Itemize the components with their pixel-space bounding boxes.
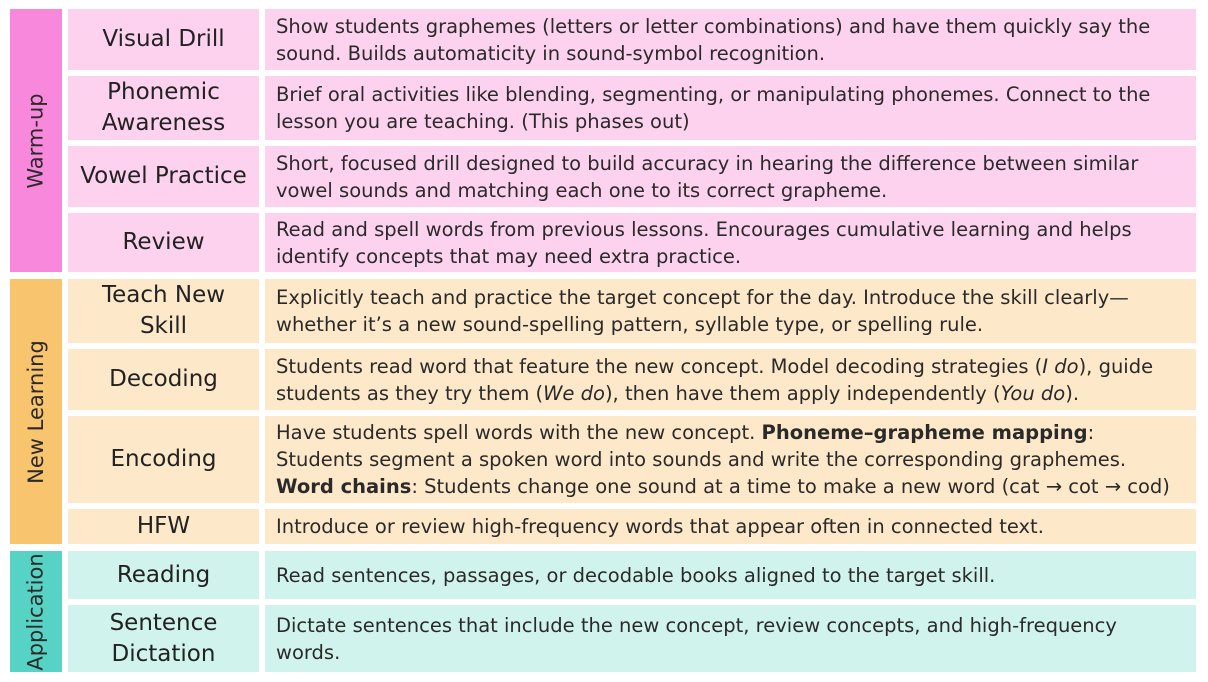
- row-name-reading: Reading: [68, 551, 259, 599]
- section-application: [10, 551, 62, 672]
- row-name-hfw: HFW: [68, 509, 259, 544]
- row-desc-review: Read and spell words from previous lessons. Encourages cumulative learning and helps identify concepts that may need extra practice.: [265, 213, 1196, 272]
- row-desc-decoding: Students read word that feature the new concept. Model decoding strategies (I do), guide students as they try them (We do), then have them apply independently (You do).: [265, 349, 1196, 410]
- row-desc-teach-new-skill: Explicitly teach and practice the target concept for the day. Introduce the skill clearly—whether it’s a new sound-spelling pattern, syllable type, or spelling rule.: [265, 279, 1196, 343]
- row-name-decoding: Decoding: [68, 349, 259, 410]
- row-desc-hfw: Introduce or review high-frequency words that appear often in connected text.: [265, 509, 1196, 544]
- section-new-learning-label: New Learning: [24, 339, 48, 484]
- row-desc-vowel-practice: Short, focused drill designed to build accuracy in hearing the difference between similar vowel sounds and matching each one to its correct grapheme.: [265, 146, 1196, 207]
- row-desc-sentence-dictation: Dictate sentences that include the new concept, review concepts, and high-frequency words.: [265, 605, 1196, 672]
- section-new-learning: [10, 279, 62, 544]
- row-name-review: Review: [68, 213, 259, 272]
- section-warmup-label: Warm-up: [24, 92, 49, 189]
- row-desc-encoding: Have students spell words with the new concept. Phoneme–grapheme mapping: Students segment a spoken word into sounds and write the corresponding graphemes. Word chains: Students change one sound at a time to make a new word (cat → cot → cod): [265, 416, 1196, 503]
- row-name-sentence-dictation: Sentence Dictation: [68, 605, 259, 672]
- row-name-teach-new-skill: Teach New Skill: [68, 279, 259, 343]
- row-desc-reading: Read sentences, passages, or decodable books aligned to the target skill.: [265, 551, 1196, 599]
- row-desc-phonemic-awareness: Brief oral activities like blending, segmenting, or manipulating phonemes. Connect to the lesson you are teaching. (This phases out): [265, 76, 1196, 140]
- row-name-phonemic-awareness: Phonemic Awareness: [68, 76, 259, 140]
- section-warmup: [10, 9, 62, 272]
- row-name-visual-drill: Visual Drill: [68, 9, 259, 70]
- section-application-label: Application: [24, 552, 48, 671]
- row-desc-visual-drill: Show students graphemes (letters or letter combinations) and have them quickly say the sound. Builds automaticity in sound-symbol recognition.: [265, 9, 1196, 70]
- row-name-encoding: Encoding: [68, 416, 259, 503]
- row-name-vowel-practice: Vowel Practice: [68, 146, 259, 207]
